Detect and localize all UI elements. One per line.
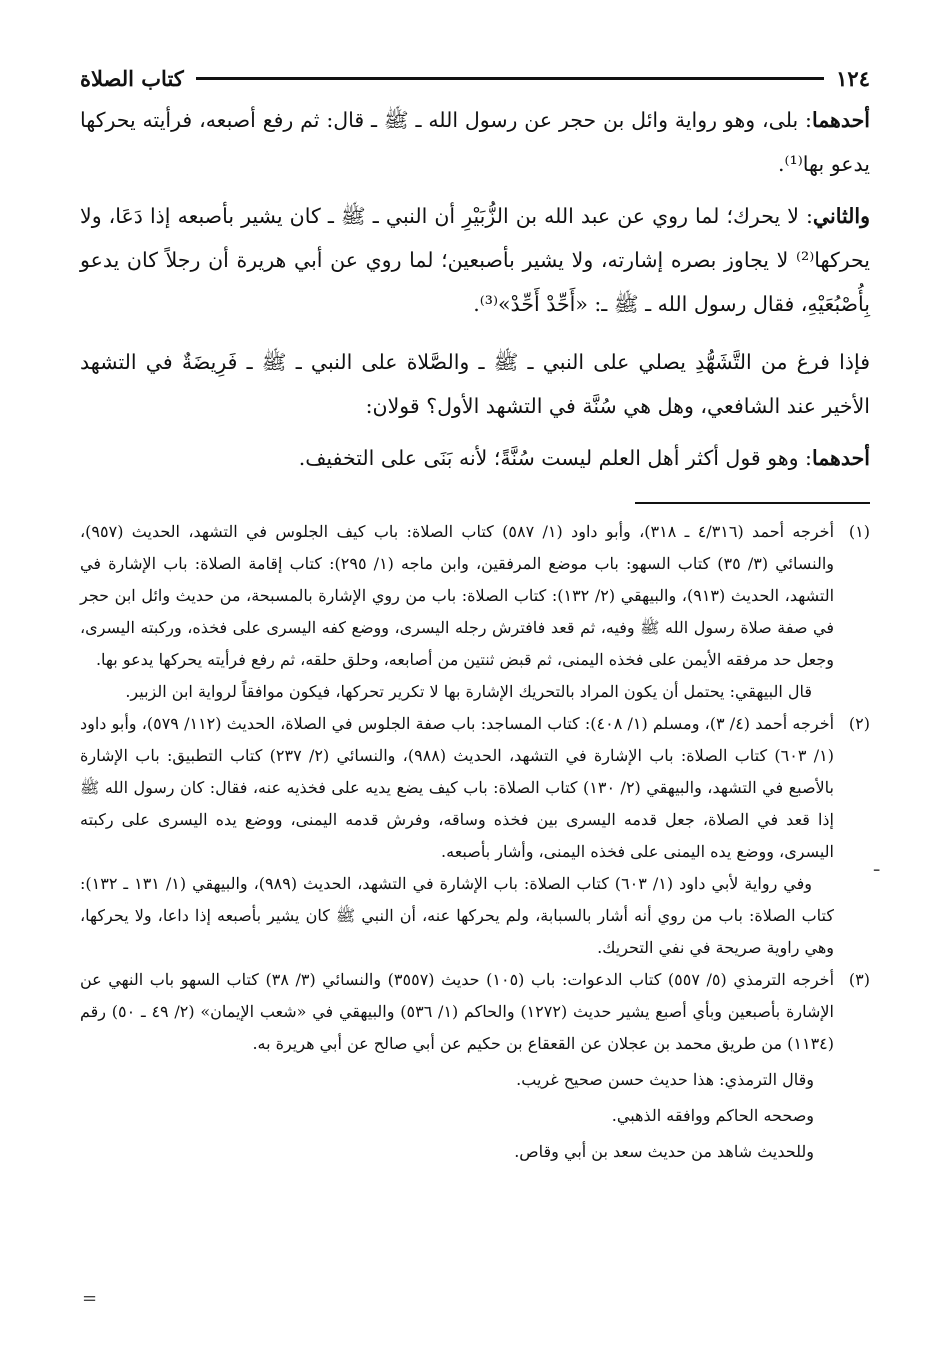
footnote-separator <box>635 502 870 504</box>
footnote-number: (٣) <box>848 970 870 989</box>
main-text <box>80 98 870 480</box>
footnote-text: أخرجه أحمد (٤/٣١٦ ـ ٣١٨)، وأبو داود (١/ ٥٨٧) كتاب الصلاة: باب كيف الجلوس في التشهد، الحديث (٩٥٧)، والنسائي (٣/ ٣٥) كتاب السهو: باب موضع المرفقين، وابن ماجه (١/ ٢٩٥): كتاب إقامة الصلاة: باب الإشارة في التشهد، الحديث (٩١٣)، والبيهقي (٢/ ١٣٢): كتاب الصلاة: باب من روي الإشارة بالمسبحة، من حديث وائل ابن حجر في صفة صلاة رسول الله ﷺ وفيه، ثم قعد فافترش رجله اليسرى، ووضع كفه اليسرى على فخذه، وركبته اليسرى، وجعل حد مرفقه الأيمن على فخذه اليمنى، ثم قبض ثنتين من أصابعه، وحلق حلقه، ثم رفع فرأيته يحركها يدعو بها. <box>80 522 835 669</box>
paragraph-lead: والثاني <box>812 204 870 228</box>
paragraph-text: فإذا فرغ من التَّشَهُّدِ يصلي على النبي ـ ﷺ ـ والصَّلاة على النبي ـ ﷺ ـ فَرِيضَةٌ في التشهد الأخير عند الشافعي، وهل هي سُنَّة في التشهد الأول؟ قولان: <box>80 350 870 418</box>
footnote-1 <box>80 516 870 676</box>
book-page <box>80 58 870 1170</box>
paragraph-lead: أحدهما <box>811 108 870 132</box>
margin-dot: ـ <box>874 855 880 876</box>
continuation-mark: = <box>82 1288 98 1309</box>
paragraph-lead: أحدهما <box>811 446 870 470</box>
running-title: كتاب الصلاة <box>80 65 184 91</box>
paragraph-tashahhud <box>80 340 870 428</box>
footnote-2 <box>80 708 870 868</box>
footnote-1-note: قال البيهقي: يحتمل أن يكون المراد بالتحريك الإشارة بها لا تكرير تحركها، فيكون موافقاً لرواية ابن الزبير. <box>125 682 812 701</box>
footnote-3-witness: وللحديث شاهد من حديث سعد بن أبي وقاص. <box>514 1142 814 1161</box>
paragraph-first-opinion <box>80 98 870 186</box>
paragraph-text: : لا يحرك؛ لما روي عن عبد الله بن الزُّبَيْرِ أن النبي ـ ﷺ ـ كان يشير بأصبعه إذا دَعَا، ولا يحركها⁽²⁾ لا يجاوز بصره إشارته، ولا يشير بأصبعين؛ لما روي عن أبي هريرة أن رجلاً كان يدعو بِأُصْبُعَيْهِ، فقال رسول الله ـ ﷺ ـ: «أَحِّدْ أَحِّدْ»⁽³⁾. <box>80 204 870 316</box>
footnote-text: أخرجه أحمد (٤/ ٣)، ومسلم (١/ ٤٠٨): كتاب المساجد: باب صفة الجلوس في الصلاة، الحديث (١١٢/ ٥٧٩)، وأبو داود (١/ ٦٠٣) كتاب الصلاة: باب الإشارة في التشهد، الحديث (٩٨٨)، والنسائي (٢/ ٢٣٧) كتاب التطبيق: باب الإشارة بالأصبع في التشهد، والبيهقي (٢/ ١٣٠) كتاب الصلاة: باب كيف يضع يديه على فخذيه عنه، فقال: كان رسول الله ﷺ إذا قعد في الصلاة، جعل قدمه اليسرى بين فخذه وساقه، وفرش قدمه اليمنى، ووضع يده اليسرى على ركبته اليسرى، ووضع يده اليمنى على فخذه اليمنى، وأشار بأصبعه. <box>80 714 835 861</box>
header-rule <box>196 77 824 80</box>
paragraph-second-opinion <box>80 194 870 326</box>
paragraph-text: : بلى، وهو رواية وائل بن حجر عن رسول الله ـ ﷺ ـ قال: ثم رفع أصبعه، فرأيته يحركها يدعو بها⁽¹⁾. <box>80 108 870 176</box>
footnote-3-notes <box>80 1062 814 1170</box>
footnote-3-tirmidhi: وقال الترمذي: هذا حديث حسن صحيح غريب. <box>516 1070 814 1089</box>
footnote-text: أخرجه الترمذي (٥/ ٥٥٧) كتاب الدعوات: باب (١٠٥) حديث (٣٥٥٧) والنسائي (٣/ ٣٨) كتاب السهو باب النهي عن الإشارة بأصبعين وبأي أصبع يشير حديث (١٢٧٢) والحاكم (١/ ٥٣٦) والبيهقي في «شعب الإيمان» (٢/ ٤٩ ـ ٥٠) رقم (١١٣٤) من طريق محمد بن عجلان عن القعقاع بن حكيم عن أبي صالح عن أبي هريرة به. <box>80 970 835 1053</box>
footnote-3-hakim: وصححه الحاكم ووافقه الذهبي. <box>611 1106 814 1125</box>
footnote-2-note: وفي رواية لأبي داود (١/ ٦٠٣) كتاب الصلاة: باب الإشارة في التشهد، الحديث (٩٨٩)، والبيهقي (١/ ١٣١ ـ ١٣٢): كتاب الصلاة: باب من روي أنه أشار بالسبابة، ولم يحركها عنه، أن النبي ﷺ كان يشير بأصبعه إذا داعا، ولا يحركها، وهي راوية صريحة في نفي التحريك. <box>80 874 835 957</box>
footnotes <box>80 516 870 1170</box>
footnote-number: (١) <box>848 522 870 541</box>
footnote-number: (٢) <box>848 714 870 733</box>
paragraph-text: : وهو قول أكثر أهل العلم ليست سُنَّةً؛ لأنه بَنَى على التخفيف. <box>298 446 812 470</box>
footnote-3 <box>80 964 870 1060</box>
paragraph-first-view <box>80 436 870 480</box>
page-header <box>80 58 870 98</box>
page-number: ١٢٤ <box>836 65 870 91</box>
